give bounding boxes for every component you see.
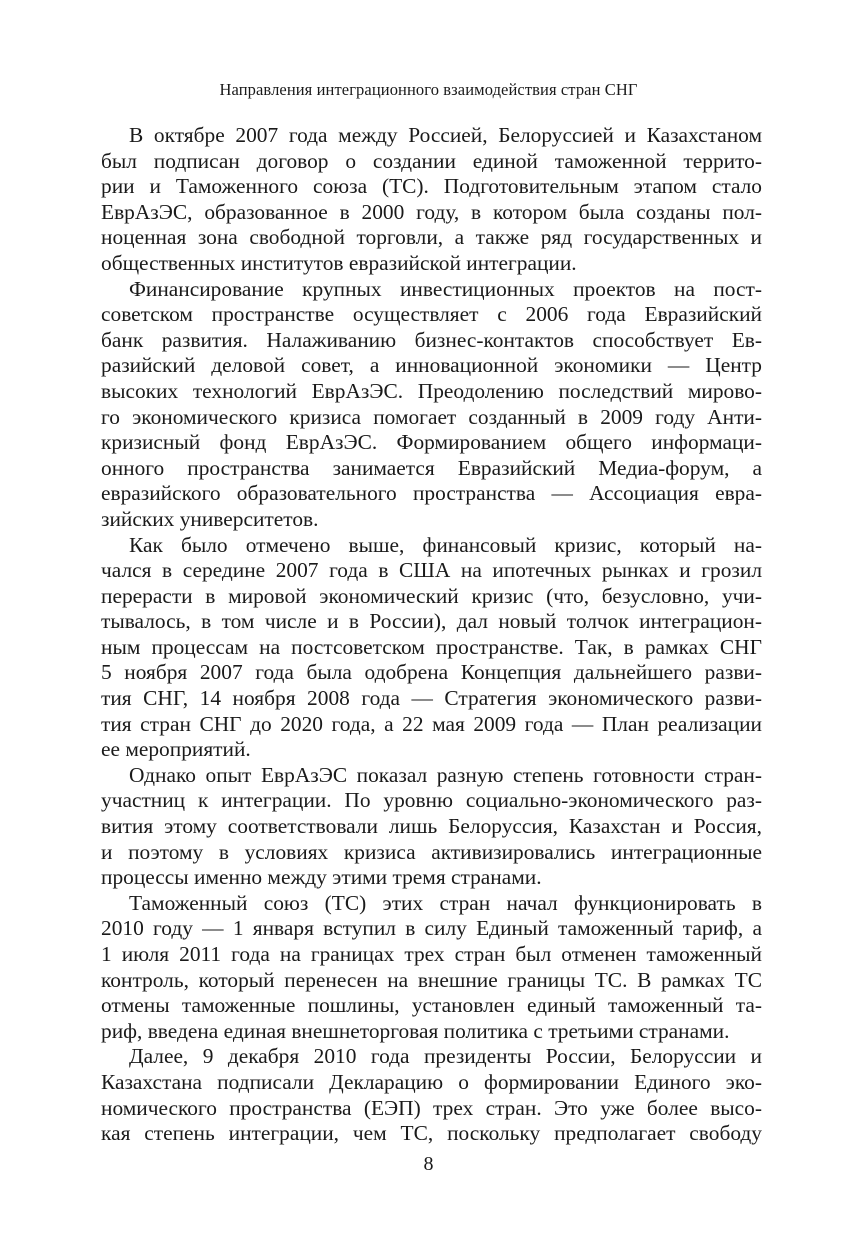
text-line: чался в середине 2007 года в США на ипотечных рынках и грозил: [101, 558, 762, 583]
text-line: участниц к интеграции. По уровню социально-экономического раз-: [101, 788, 762, 813]
text-line: банк развития. Налаживанию бизнес-контактов способствует Ев-: [101, 327, 762, 352]
text-line: и поэтому в условиях кризиса активизировались интеграционные: [101, 839, 762, 864]
text-line: тия СНГ, 14 ноября 2008 года — Стратегия экономического разви-: [101, 686, 762, 711]
text-line: контроль, который перенесен на внешние границы ТС. В рамках ТС: [101, 967, 762, 992]
text-line: был подписан договор о создании единой таможенной террито-: [101, 148, 762, 173]
text-line: го экономического кризиса помогает созданный в 2009 году Анти-: [101, 404, 762, 429]
text-line: Финансирование крупных инвестиционных проектов на пост-: [129, 276, 762, 301]
paragraph: [101, 123, 762, 277]
text-line: советском пространстве осуществляет с 2006 года Евразийский: [101, 302, 762, 327]
paragraph: [101, 1044, 762, 1146]
paragraph: [101, 533, 762, 763]
text-line: евразийского образовательного пространства — Ассоциация евра-: [101, 481, 762, 506]
paragraph: [101, 277, 762, 533]
text-line: высоких технологий ЕврАзЭС. Преодолению последствий мирово-: [101, 378, 762, 403]
text-line: Казахстана подписали Декларацию о формировании Единого эко-: [101, 1069, 762, 1094]
paragraph: [101, 763, 762, 891]
paragraph: [101, 891, 762, 1045]
text-line: ЕврАзЭС, образованное в 2000 году, в котором была созданы пол-: [101, 199, 762, 224]
text-line: онного пространства занимается Евразийский Медиа-форум, а: [101, 455, 762, 480]
text-line: риф, введена единая внешнеторговая политика с третьими странами.: [101, 1018, 730, 1043]
running-head: Направления интеграционного взаимодействия стран СНГ: [219, 80, 638, 99]
page-number: 8: [423, 1153, 434, 1175]
text-line: Таможенный союз (ТС) этих стран начал функционировать в: [129, 890, 762, 915]
text-line: кризисный фонд ЕврАзЭС. Формированием общего информаци-: [101, 430, 762, 455]
text-line: вития этому соответствовали лишь Белоруссия, Казахстан и Россия,: [101, 814, 762, 839]
text-line: разийский деловой совет, а инновационной экономики — Центр: [101, 353, 762, 378]
text-line: Однако опыт ЕврАзЭС показал разную степень готовности стран-: [129, 762, 762, 787]
text-line: ным процессам на постсоветском пространстве. Так, в рамках СНГ: [101, 634, 762, 659]
text-line: Как было отмечено выше, финансовый кризис, который на-: [129, 532, 762, 557]
text-line: 2010 году — 1 января вступил в силу Единый таможенный тариф, а: [101, 916, 762, 941]
body-text: [101, 123, 762, 1147]
text-line: 5 ноября 2007 года была одобрена Концепция дальнейшего разви-: [101, 660, 762, 685]
text-line: перерасти в мировой экономический кризис (что, безусловно, учи-: [101, 583, 762, 608]
text-line: кая степень интеграции, чем ТС, поскольку предполагает свободу: [101, 1121, 762, 1146]
text-line: общественных институтов евразийской интеграции.: [101, 250, 577, 275]
text-line: процессы именно между этими тремя странами.: [101, 865, 542, 890]
text-line: отмены таможенные пошлины, установлен единый таможенный та-: [101, 993, 762, 1018]
text-line: ее мероприятий.: [101, 737, 251, 762]
text-line: рии и Таможенного союза (ТС). Подготовительным этапом стало: [101, 174, 762, 199]
text-line: ноценная зона свободной торговли, а также ряд государственных и: [101, 225, 762, 250]
text-line: В октябре 2007 года между Россией, Белоруссией и Казахстаном: [129, 123, 762, 147]
text-line: Далее, 9 декабря 2010 года президенты России, Белоруссии и: [129, 1044, 762, 1069]
text-line: номического пространства (ЕЭП) трех стран. Это уже более высо-: [101, 1095, 762, 1120]
text-line: 1 июля 2011 года на границах трех стран был отменен таможенный: [101, 942, 762, 966]
text-line: зийских университетов.: [101, 506, 319, 531]
text-line: тия стран СНГ до 2020 года, а 22 мая 2009 года — План реализации: [101, 711, 762, 736]
text-line: тывалось, в том числе и в России), дал новый толчок интеграцион-: [101, 609, 762, 634]
